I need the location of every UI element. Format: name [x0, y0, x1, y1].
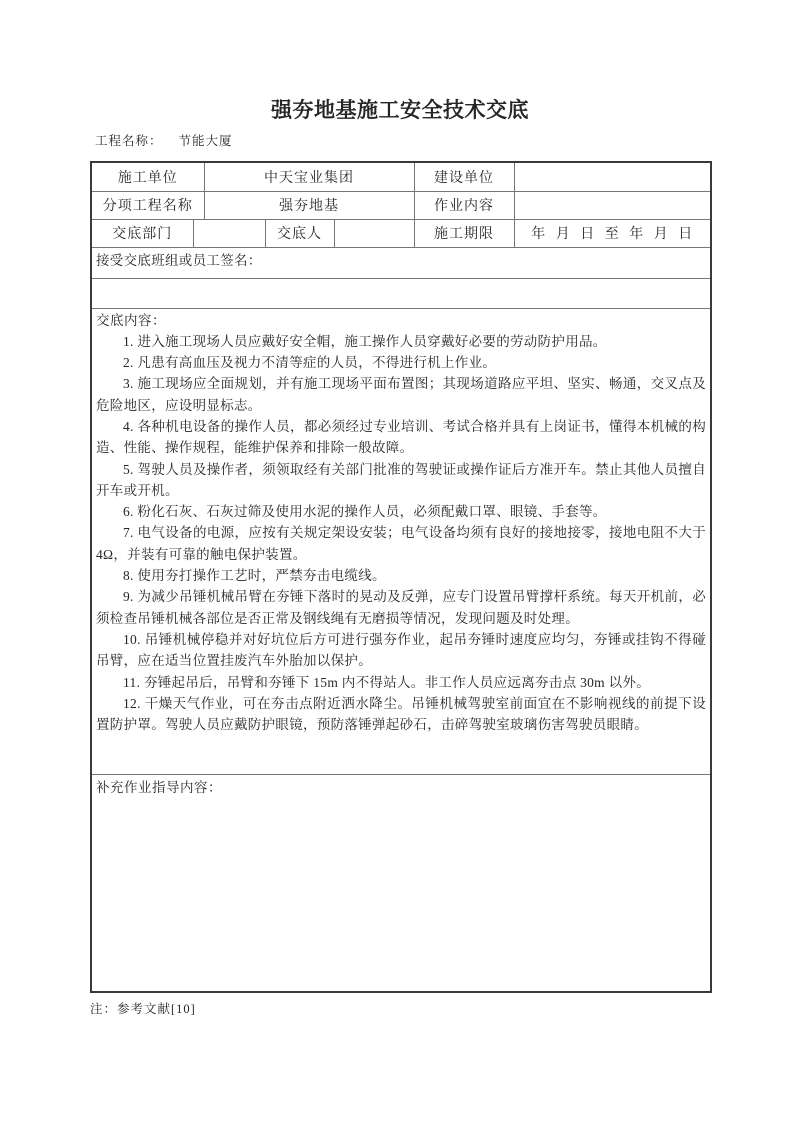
construction-period-label: 施工期限	[414, 219, 514, 247]
table-row	[91, 308, 711, 774]
work-content-label: 作业内容	[414, 191, 514, 219]
owner-unit-label: 建设单位	[414, 162, 514, 191]
construction-unit-value: 中天宝业集团	[204, 162, 414, 191]
discloser-label: 交底人	[265, 219, 334, 247]
content-item: 11. 夯锤起吊后，吊臂和夯锤下 15m 内不得站人。非工作人员应远离夯击点 30m 以外。	[123, 674, 651, 690]
disclosure-content-label: 交底内容：	[96, 312, 166, 328]
project-name-line	[95, 131, 233, 149]
table-row	[91, 162, 711, 191]
content-item: 8. 使用夯打操作工艺时，严禁夯击电缆线。	[123, 568, 386, 584]
supplement-content-cell	[91, 774, 711, 992]
project-name-value: 节能大厦	[178, 134, 233, 148]
disclosure-department-value	[193, 219, 265, 247]
content-item: 1. 进入施工现场人员应戴好安全帽，施工操作人员穿戴好必要的劳动防护用品。	[123, 333, 607, 349]
footer-reference-note: 注：参考文献[10]	[90, 1002, 196, 1016]
content-item: 2. 凡患有高血压及视力不清等症的人员，不得进行机上作业。	[123, 355, 497, 371]
content-item: 4. 各种机电设备的操作人员，都必须经过专业培训、考试合格并具有上岗证书，懂得本机械的构造、性能、操作规程，能维护保养和排除一般故障。	[96, 418, 706, 456]
table-row	[91, 774, 711, 992]
page-title: 强夯地基施工安全技术交底	[271, 98, 529, 122]
construction-period-value: 年 月 日 至 年 月 日	[514, 219, 711, 247]
content-item: 10. 吊锤机械停稳并对好坑位后方可进行强夯作业，起吊夯锤时速度应均匀，夯锤或挂钩不得碰吊臂，应在适当位置挂废汽车外胎加以保护。	[96, 631, 706, 669]
signature-row-label: 接受交底班组或员工签名：	[91, 247, 711, 278]
content-item: 3. 施工现场应全面规划，并有施工现场平面布置图；其现场道路应平坦、坚实、畅通，交叉点及危险地区，应设明显标志。	[96, 376, 706, 413]
supplement-content-label: 补充作业指导内容：	[96, 779, 222, 795]
content-item: 6. 粉化石灰、石灰过筛及使用水泥的操作人员，必须配戴口罩、眼镜、手套等。	[123, 504, 607, 520]
disclosure-form-table	[90, 161, 712, 993]
table-row	[91, 219, 711, 247]
disclosure-content-cell	[91, 308, 711, 774]
disclosure-department-label: 交底部门	[91, 219, 193, 247]
sub-project-name-label: 分项工程名称	[91, 191, 204, 219]
content-item: 5. 驾驶人员及操作者，须领取经有关部门批准的驾驶证或操作证后方准开车。禁止其他人员擅自开车或开机。	[96, 461, 706, 498]
table-row	[91, 191, 711, 219]
work-content-value	[514, 191, 711, 219]
table-row	[91, 247, 711, 278]
sub-project-name-value: 强夯地基	[204, 191, 414, 219]
content-item: 7. 电气设备的电源，应按有关规定架设安装；电气设备均须有良好的接地接零，接地电阻不大于 4Ω，并装有可靠的触电保护装置。	[96, 525, 706, 562]
content-item: 9. 为减少吊锤机械吊臂在夯锤下落时的晃动及反弹，应专门设置吊臂撑杆系统。每天开机前，必须检查吊锤机械各部位是否正常及钢线绳有无磨损等情况，发现问题及时处理。	[96, 589, 706, 626]
owner-unit-value	[514, 162, 711, 191]
content-item: 12. 干燥天气作业，可在夯击点附近洒水降尘。吊锤机械驾驶室前面宜在不影响视线的前提下设置防护罩。驾驶人员应戴防护眼镜，预防落锤弹起砂石，击碎驾驶室玻璃伤害驾驶员眼睛。	[96, 695, 706, 733]
table-row	[91, 278, 711, 308]
discloser-value	[334, 219, 414, 247]
signature-blank-row	[91, 278, 711, 308]
construction-unit-label: 施工单位	[91, 162, 204, 191]
project-name-label: 工程名称：	[95, 134, 163, 148]
